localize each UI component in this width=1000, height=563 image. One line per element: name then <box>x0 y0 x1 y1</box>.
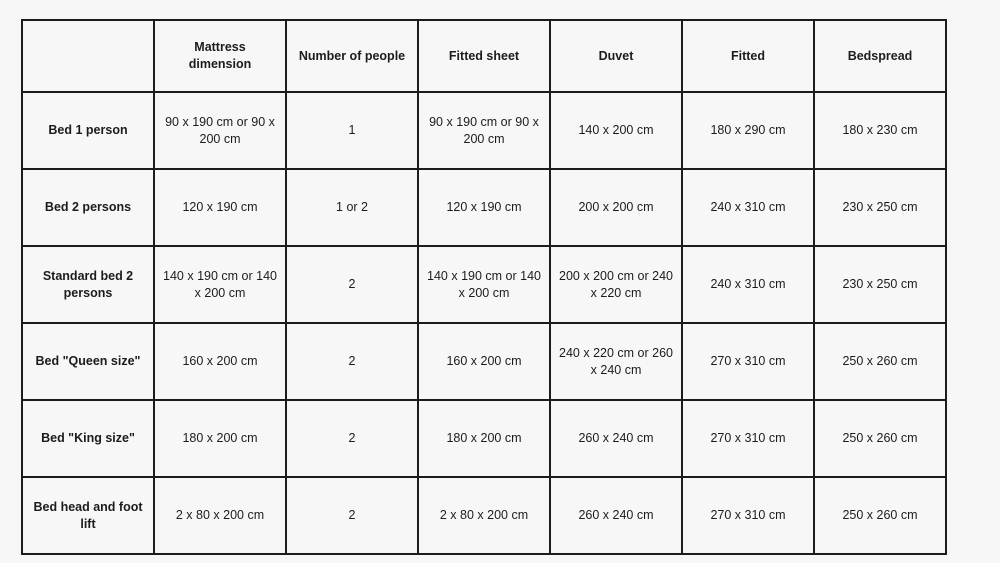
table-row <box>22 92 946 169</box>
header-cell-bedspread: Bedspread <box>814 20 946 92</box>
header-cell-fitted: Fitted <box>682 20 814 92</box>
table-cell: 2 <box>286 400 418 477</box>
table-cell: 270 x 310 cm <box>682 323 814 400</box>
table-cell: 90 x 190 cm or 90 x 200 cm <box>154 92 286 169</box>
table-row <box>22 323 946 400</box>
table-cell: 240 x 220 cm or 260 x 240 cm <box>550 323 682 400</box>
table-cell: 160 x 200 cm <box>418 323 550 400</box>
header-cell-empty <box>22 20 154 92</box>
row-label: Bed "King size" <box>22 400 154 477</box>
table-cell: 2 <box>286 477 418 554</box>
table-cell: 140 x 200 cm <box>550 92 682 169</box>
table-cell: 180 x 290 cm <box>682 92 814 169</box>
table-cell: 200 x 200 cm or 240 x 220 cm <box>550 246 682 323</box>
table-row <box>22 246 946 323</box>
header-cell-mattress-dimension: Mattress dimension <box>154 20 286 92</box>
table-cell: 2 x 80 x 200 cm <box>418 477 550 554</box>
table-cell: 270 x 310 cm <box>682 400 814 477</box>
row-label: Bed 2 persons <box>22 169 154 246</box>
bed-size-table <box>21 19 947 555</box>
table-cell: 140 x 190 cm or 140 x 200 cm <box>154 246 286 323</box>
table-cell: 230 x 250 cm <box>814 169 946 246</box>
table-cell: 1 <box>286 92 418 169</box>
table-cell: 260 x 240 cm <box>550 400 682 477</box>
row-label: Bed head and foot lift <box>22 477 154 554</box>
header-cell-duvet: Duvet <box>550 20 682 92</box>
row-label: Bed "Queen size" <box>22 323 154 400</box>
table-cell: 1 or 2 <box>286 169 418 246</box>
table-cell: 180 x 200 cm <box>418 400 550 477</box>
table-cell: 250 x 260 cm <box>814 323 946 400</box>
table-cell: 2 x 80 x 200 cm <box>154 477 286 554</box>
table-cell: 2 <box>286 323 418 400</box>
table-cell: 120 x 190 cm <box>154 169 286 246</box>
table-cell: 140 x 190 cm or 140 x 200 cm <box>418 246 550 323</box>
table-cell: 200 x 200 cm <box>550 169 682 246</box>
table-row <box>22 477 946 554</box>
header-cell-number-of-people: Number of people <box>286 20 418 92</box>
table-row <box>22 169 946 246</box>
row-label: Bed 1 person <box>22 92 154 169</box>
table-cell: 260 x 240 cm <box>550 477 682 554</box>
table-cell: 250 x 260 cm <box>814 477 946 554</box>
table-cell: 240 x 310 cm <box>682 169 814 246</box>
table-cell: 230 x 250 cm <box>814 246 946 323</box>
table-cell: 2 <box>286 246 418 323</box>
table-row <box>22 400 946 477</box>
row-label: Standard bed 2 persons <box>22 246 154 323</box>
table-cell: 120 x 190 cm <box>418 169 550 246</box>
header-cell-fitted-sheet: Fitted sheet <box>418 20 550 92</box>
table-cell: 180 x 230 cm <box>814 92 946 169</box>
table-cell: 160 x 200 cm <box>154 323 286 400</box>
table-cell: 240 x 310 cm <box>682 246 814 323</box>
table-cell: 250 x 260 cm <box>814 400 946 477</box>
table-cell: 270 x 310 cm <box>682 477 814 554</box>
header-row <box>22 20 946 92</box>
table-cell: 90 x 190 cm or 90 x 200 cm <box>418 92 550 169</box>
table-cell: 180 x 200 cm <box>154 400 286 477</box>
